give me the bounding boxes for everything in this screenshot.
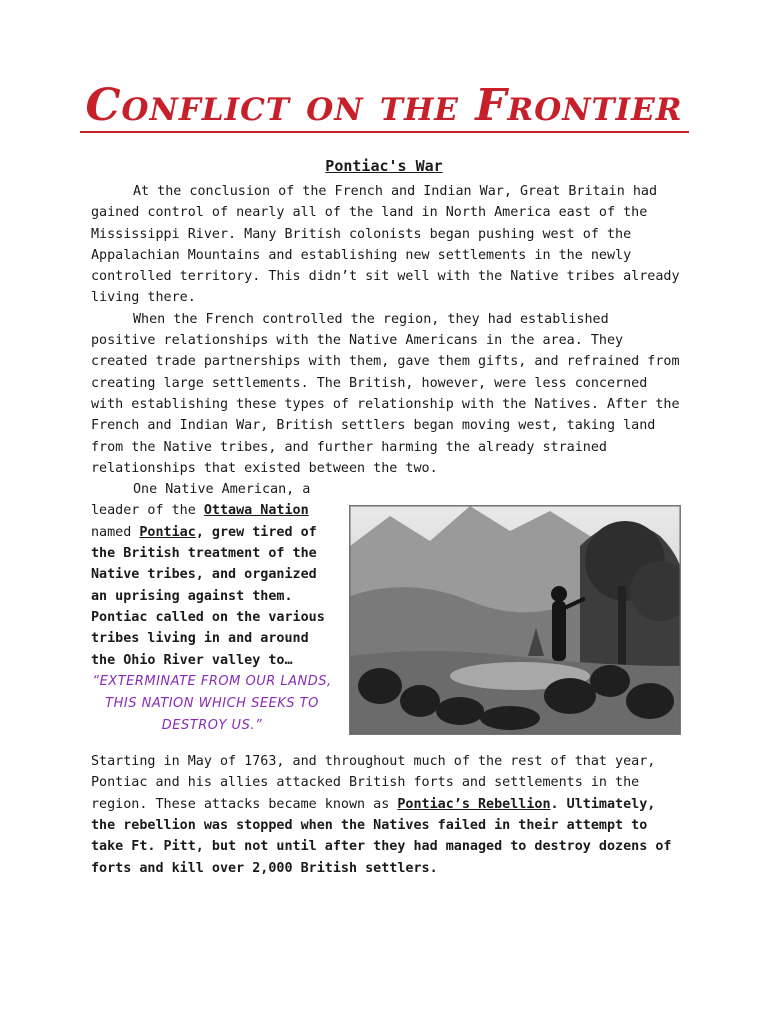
paragraph-4-intro: Starting in May of 1763, and throughout much of the rest of that year, Pontiac and his allies attacked British forts and settlements in the region. These attacks became known as (91, 754, 656, 812)
paragraph-3 (91, 479, 333, 737)
pontiacs-rebellion-term: Pontiac’s Rebellion (397, 796, 551, 812)
text-image-section (91, 479, 681, 751)
pontiac-quote: “EXTERMINATE FROM OUR LANDS, THIS NATION WHICH SEEKS TO DESTROY US.” (92, 673, 332, 733)
paragraph-4-bold-text: Ultimately, the rebellion was stopped when the Natives failed in their attempt to take Ft. Pitt, but not until after they had managed to destroy dozens of forts and kill over 2,000 British settlers. (91, 796, 672, 876)
paragraph-3-intro: One Native American, a leader of the (91, 482, 311, 519)
page-title: Conflict on the Frontier (0, 80, 768, 131)
section-subtitle: Pontiac's War (325, 157, 443, 175)
engraving-image (350, 506, 680, 734)
council-illustration (349, 505, 681, 735)
paragraph-2: When the French controlled the region, they had established positive relationships with the Native Americans in the area. They created trade partnerships with them, gave them gifts, and refrained from creating large settlements. The British, however, were less concerned with establishing these types of relationship with the Natives. After the French and Indian War, British settlers began moving west, taking land from the Native tribes, and further harming the already strained relationships that existed between the two. (91, 311, 680, 476)
paragraph-1: At the conclusion of the French and Indian War, Great Britain had gained control of nearly all of the land in North America east of the Mississippi River. Many British colonists began pushing west of the Appalachian Mountains and establishing new settlements in the newly controlled territory. This didn’t sit well with the Native tribes already living there. (91, 184, 680, 306)
pontiac-term: Pontiac (139, 524, 196, 540)
paragraph-4-period: . (550, 796, 559, 812)
paragraph-3-named: named (91, 524, 140, 540)
paragraph-3-bold-text: , grew tired of the British treatment of the Native tribes, and organized an uprising against them. Pontiac called on the various tribes living in and around the Ohio River valley to… (91, 524, 325, 668)
paragraph-4 (91, 751, 681, 879)
document-body (91, 181, 681, 879)
ottawa-nation-term: Ottawa Nation (203, 503, 309, 519)
